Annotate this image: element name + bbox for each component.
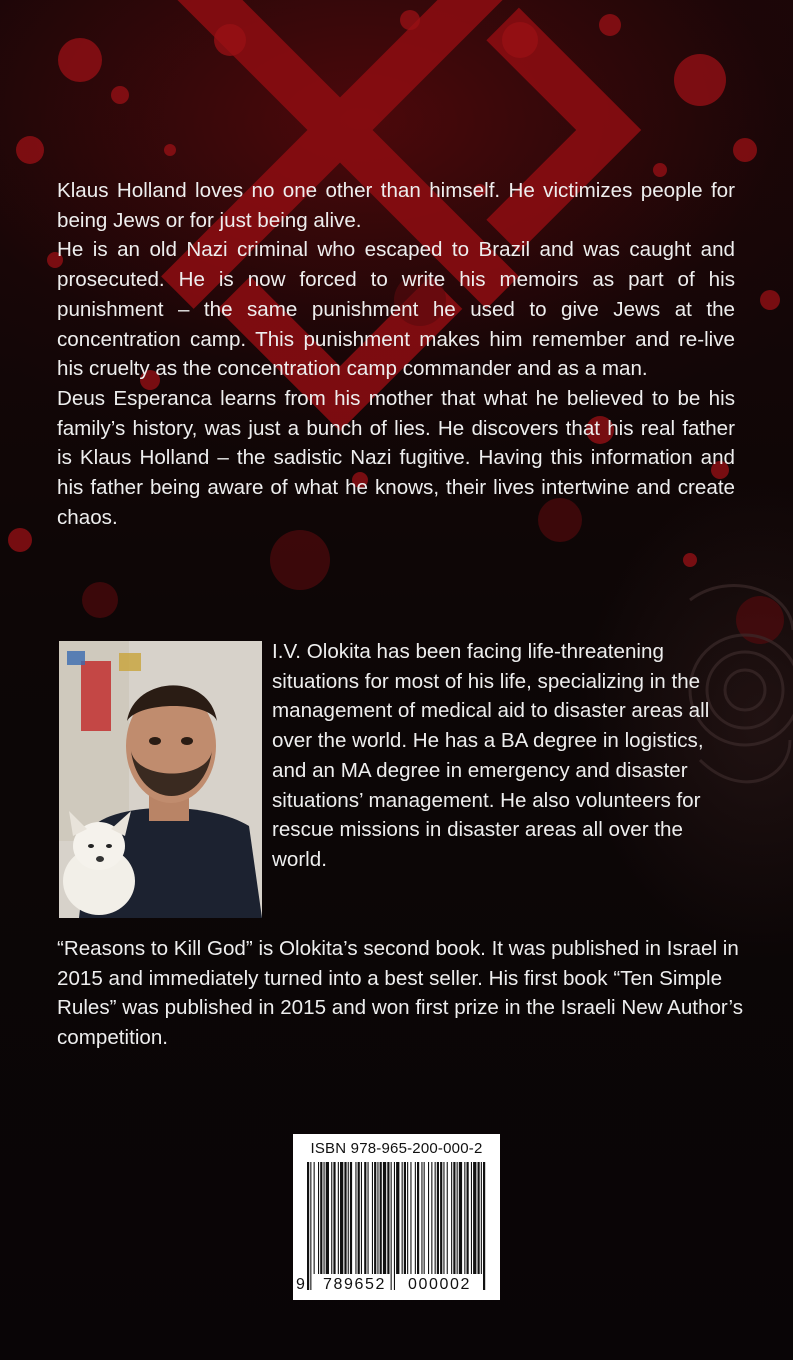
barcode-bar <box>364 1162 366 1274</box>
barcode-bar <box>431 1162 432 1274</box>
barcode-bar <box>417 1162 419 1274</box>
book-note: “Reasons to Kill God” is Olokita’s second book. It was published in Israel in 2015 and immediately turned into a best seller. His first book “Ten Simple Rules” was published in 2015 and won first prize in the Israeli New Author’s competition. <box>57 937 744 1050</box>
barcode-bar <box>471 1162 472 1274</box>
isbn-number: ISBN 978-965-200-000-2 <box>310 1140 483 1157</box>
barcode-bar <box>358 1162 360 1274</box>
barcode-bar <box>447 1162 448 1274</box>
barcode-digits-right: 000002 <box>408 1276 471 1293</box>
barcode-bar <box>478 1162 480 1274</box>
barcode-bar <box>368 1162 369 1274</box>
barcode-bar <box>324 1162 325 1274</box>
blurb-paragraph: Klaus Holland loves no one other than himself. He victimizes people for being Jews or for just being alive. <box>57 179 735 232</box>
barcode-bar <box>428 1162 429 1274</box>
barcode-digit-lead: 9 <box>296 1276 305 1293</box>
barcode-bar <box>443 1162 444 1274</box>
barcode-bar <box>473 1162 476 1274</box>
barcode-bar <box>467 1162 469 1274</box>
barcode-bar <box>440 1162 442 1274</box>
blurb-paragraph: Deus Esperanca learns from his mother that what he believed to be his family’s history, was just a bunch of lies. He discovers that his real father is Klaus Holland – the sadistic Nazi fugitive. Having this information and his father being aware of what he knows, their lives intertwine and create chaos. <box>57 386 735 529</box>
barcode-bar <box>340 1162 343 1274</box>
barcode-bar <box>481 1162 482 1274</box>
barcode-bar <box>318 1162 319 1274</box>
author-portrait-drawing <box>59 641 262 918</box>
barcode-bar <box>396 1162 399 1274</box>
barcode-digits-left: 789652 <box>323 1276 386 1293</box>
book-blurb <box>57 176 735 532</box>
barcode-bar <box>331 1162 332 1274</box>
barcode-bar <box>402 1162 403 1274</box>
barcode-bar <box>333 1162 335 1274</box>
barcode-bar <box>348 1162 349 1274</box>
isbn-barcode <box>293 1134 500 1300</box>
barcode-bar <box>320 1162 322 1274</box>
barcode-bar <box>483 1162 485 1290</box>
barcode-bar <box>421 1162 422 1274</box>
barcode-bar <box>383 1162 386 1274</box>
barcode-bar <box>457 1162 458 1274</box>
barcode-bar <box>307 1162 309 1290</box>
barcode-bar <box>355 1162 356 1274</box>
barcode-bar <box>410 1162 411 1274</box>
barcode-bar <box>377 1162 378 1274</box>
barcode-bar <box>344 1162 346 1274</box>
barcode-bar <box>310 1162 311 1290</box>
author-photo <box>59 641 262 918</box>
barcode-bar <box>372 1162 373 1274</box>
barcode-bar <box>437 1162 439 1274</box>
barcode-bar <box>394 1162 395 1290</box>
barcode-bar <box>415 1162 416 1274</box>
barcode-bar <box>424 1162 425 1274</box>
barcode-bar <box>451 1162 452 1274</box>
barcode-bar <box>459 1162 462 1274</box>
barcode-bar <box>404 1162 406 1274</box>
barcode-bar <box>435 1162 436 1274</box>
barcode-bar <box>464 1162 465 1274</box>
barcode-bar <box>374 1162 376 1274</box>
barcode-bar <box>391 1162 392 1290</box>
barcode-bar <box>314 1162 315 1274</box>
barcode-bar <box>350 1162 352 1274</box>
barcode-bar <box>387 1162 389 1274</box>
blurb-paragraph: He is an old Nazi criminal who escaped to Brazil and was caught and prosecuted. He is now forced to write his memoirs as part of his punishment – the same punishment he used to give Jews at the concentration camp. This punishment makes him remember and re-live his cruelty as the concentration camp commander and as a man. <box>57 238 735 381</box>
author-bio: I.V. Olokita has been facing life-threatening situations for most of his life, specializing in the management of medical aid to disaster areas all over the world. He has a BA degree in logistics, and an MA degree in emergency and disaster situations’ management. He also volunteers for rescue missions in disaster areas all over the world. <box>272 640 710 871</box>
barcode-bar <box>338 1162 339 1274</box>
barcode-bar <box>326 1162 329 1274</box>
barcode-bar <box>453 1162 455 1274</box>
barcode-bar <box>407 1162 408 1274</box>
barcode-bar <box>361 1162 362 1274</box>
barcode-bar <box>380 1162 382 1274</box>
